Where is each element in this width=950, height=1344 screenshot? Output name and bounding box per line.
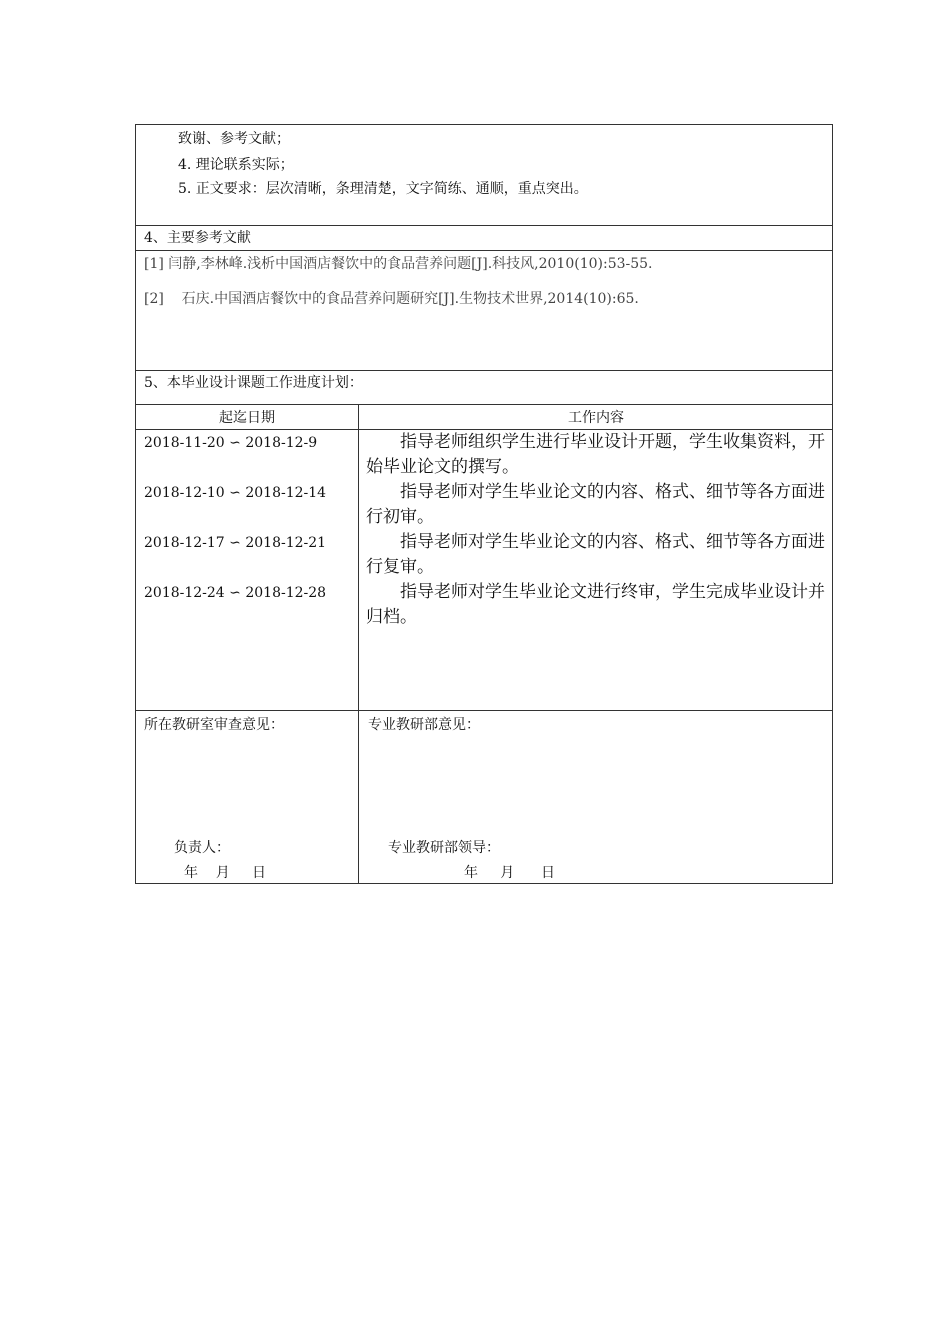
requirement-line-2: 4. 理论联系实际； — [178, 157, 294, 173]
schedule-work-3 — [366, 530, 826, 580]
schedule-work-text: 指导老师对学生毕业论文的内容、格式、细节等各方面进行复审。 — [366, 532, 825, 577]
column-divider — [358, 404, 359, 883]
department-review-title: 所在教研室审查意见： — [144, 717, 284, 733]
department-signature-label: 负责人： — [174, 840, 230, 856]
schedule-date-3: 2018-12-17 ∽ 2018-12-21 — [144, 535, 327, 551]
schedule-work-text: 指导老师对学生毕业论文的内容、格式、细节等各方面进行初审。 — [366, 482, 825, 527]
divider — [136, 250, 832, 251]
schedule-date-1: 2018-11-20 ∽ 2018-12-9 — [144, 435, 318, 451]
schedule-work-4 — [366, 580, 826, 630]
division-signature-label: 专业教研部领导： — [388, 840, 500, 856]
divider — [136, 370, 832, 371]
requirement-line-3: 5. 正文要求：层次清晰，条理清楚，文字简练、通顺，重点突出。 — [178, 181, 588, 197]
divider — [136, 225, 832, 226]
requirement-line-1: 致谢、参考文献； — [178, 131, 290, 147]
schedule-date-2: 2018-12-10 ∽ 2018-12-14 — [144, 485, 327, 501]
division-review-title: 专业教研部意见： — [368, 717, 480, 733]
reference-item-2: [2] 石庆.中国酒店餐饮中的食品营养问题研究[J].生物技术世界,2014(10):65. — [144, 291, 639, 307]
references-heading: 4、主要参考文献 — [144, 230, 251, 246]
division-date: 年 月 日 — [464, 865, 555, 881]
schedule-heading: 5、本毕业设计课题工作进度计划： — [144, 375, 363, 391]
schedule-work-text: 指导老师组织学生进行毕业设计开题，学生收集资料，开始毕业论文的撰写。 — [366, 432, 825, 477]
schedule-work-1 — [366, 430, 826, 480]
reference-item-1: [1] 闫静,李林峰.浅析中国酒店餐饮中的食品营养问题[J].科技风,2010(10):53-55. — [144, 256, 653, 272]
column-header-work: 工作内容 — [568, 410, 624, 426]
column-header-date: 起迄日期 — [219, 410, 275, 426]
proposal-table — [135, 124, 833, 884]
schedule-date-4: 2018-12-24 ∽ 2018-12-28 — [144, 585, 327, 601]
schedule-work-text: 指导老师对学生毕业论文进行终审，学生完成毕业设计并归档。 — [366, 582, 825, 627]
divider — [136, 404, 832, 405]
schedule-work-2 — [366, 480, 826, 530]
divider — [136, 710, 832, 711]
department-date: 年 月 日 — [184, 865, 267, 881]
